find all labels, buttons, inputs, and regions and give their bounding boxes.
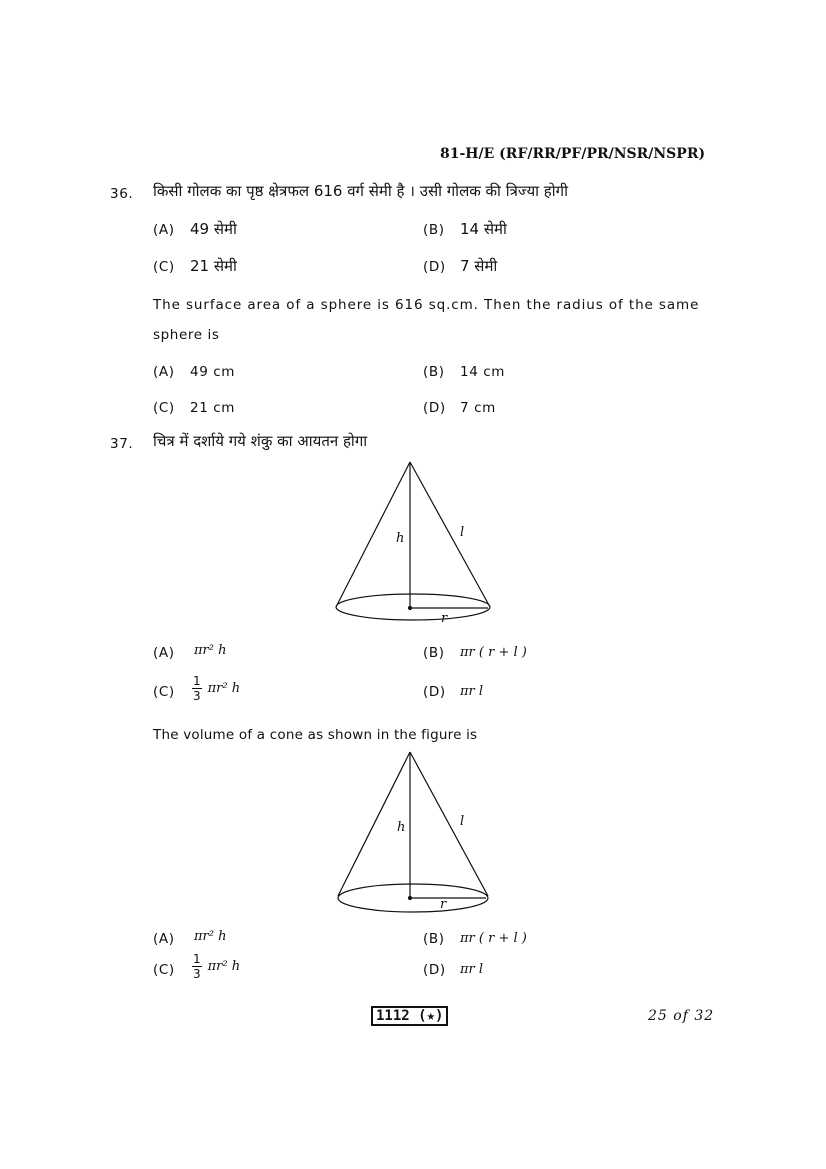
question-text-hindi: किसी गोलक का पृष्ठ क्षेत्रफल 616 वर्ग सेमी है । उसी गोलक की त्रिज्या होगी [153,182,568,200]
option-b: 14 सेमी [460,220,507,238]
option-c-label: (C) [153,684,175,700]
option-c-label: (C) [153,962,175,978]
option-b-label: (B) [423,222,445,238]
option-b-label: (B) [423,364,445,380]
option-a: 49 cm [190,364,236,380]
option-d: πr l [460,962,484,977]
question-text-hindi: चित्र में दर्शाये गये शंकु का आयतन होगा [153,432,368,450]
option-a-label: (A) [153,645,175,661]
paper-code: 81-H/E (RF/RR/PF/PR/NSR/NSPR) [440,146,706,162]
option-a-label: (A) [153,364,175,380]
fraction-numerator: 1 [193,674,201,688]
booklet-code: 1112 (★) [371,1006,448,1026]
option-d: 7 सेमी [460,257,498,275]
option-d: 7 cm [460,400,496,416]
slant-label: l [460,814,465,829]
option-c-expression: πr² h [207,959,241,974]
option-c: 21 cm [190,400,236,416]
page-number: 25 of 32 [648,1008,715,1024]
height-label: h [396,531,405,546]
cone-figure-2 [338,752,488,912]
option-a: πr² h [194,929,227,944]
option-d-label: (D) [423,684,446,700]
fraction-numerator: 1 [193,952,201,966]
option-c-expression: πr² h [207,681,241,696]
option-b: πr ( r + l ) [460,645,527,660]
option-c [192,952,240,981]
height-label: h [397,820,406,835]
option-b: πr ( r + l ) [460,931,527,946]
option-a: πr² h [194,643,227,658]
question-text-english: The surface area of a sphere is 616 sq.cm. Then the radius of the same [153,297,700,313]
option-c: 21 सेमी [190,257,237,275]
option-c [192,674,240,703]
option-d-label: (D) [423,962,446,978]
question-text-english-cont: sphere is [153,327,220,343]
option-a: 49 सेमी [190,220,237,238]
question-number: 36. [110,186,134,202]
slant-label: l [460,525,465,540]
question-number: 37. [110,436,134,452]
option-a-label: (A) [153,931,175,947]
option-c-label: (C) [153,259,175,275]
option-b-label: (B) [423,931,445,947]
fraction-denominator: 3 [193,689,201,703]
option-d-label: (D) [423,259,446,275]
option-d-label: (D) [423,400,446,416]
option-c-label: (C) [153,400,175,416]
radius-label: r [441,611,448,626]
question-text-english: The volume of a cone as shown in the figure is [153,727,478,743]
fraction-denominator: 3 [193,967,201,981]
option-b: 14 cm [460,364,506,380]
option-b-label: (B) [423,645,445,661]
option-d: πr l [460,684,484,699]
option-a-label: (A) [153,222,175,238]
cone-figure-1 [336,462,490,620]
radius-label: r [440,897,447,912]
